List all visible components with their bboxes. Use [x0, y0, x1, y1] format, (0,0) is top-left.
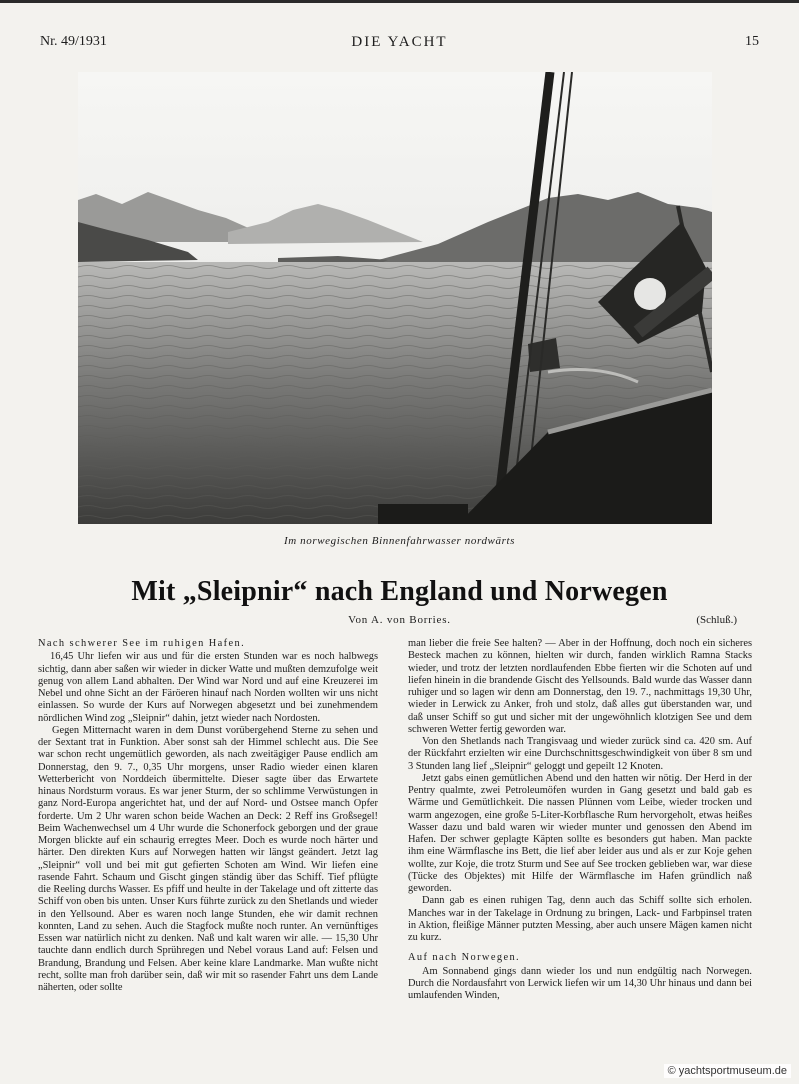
paragraph: Jetzt gabs einen gemütlichen Abend und den hatten wir nötig. Der Herd in der Pentry qualmte, zwei Petroleumöfen wurden in Gang gesetzt und bald gab es Wärme und Gemütlichkeit. Die nassen Plünnen vom Leibe, wieder trocken und warm angezogen, eine große 5-Liter-Korbflasche Rum hervorgeholt, etwas heißes Wasser dazu und bald waren wir wieder munter und genossen den Abend im Hafen. Der schwer geplagte Käpten sollte es besonders gut haben. Man packte ihm eine Wärmflasche ins Bett, die lief aber leider aus und als er zur Koje gehen wollte, zur Koje, die trotz Sturm und See auf See trocken geblieben war, war diese (Tücke des Objektes) mit Hilfe der Wärmflasche im Hafen gründlich naß geworden. [408, 772, 752, 894]
magazine-title: DIE YACHT [351, 34, 448, 50]
column-right [408, 638, 752, 1058]
deck-foreground [378, 504, 468, 524]
photo-caption: Im norwegischen Binnenfahrwasser nordwärts [283, 535, 516, 547]
watermark: © yachtsportmuseum.de [664, 1064, 791, 1078]
issue-number: Nr. 49/1931 [40, 34, 107, 49]
paragraph: Am Sonnabend gings dann wieder los und nun endgültig nach Norwegen. Durch die Nordausfahrt von Lerwick liefen wir um 14,30 Uhr hinaus und dann bei umlaufenden Winden, [408, 965, 752, 1001]
paragraph: 16,45 Uhr liefen wir aus und für die ersten Stunden war es noch halbwegs sichtig, dann aber saßen wir wieder in dicker Watte und mußten demzufolge weit genug von allem Land abhalten. Der Wind war Nord und auf eine Kreuzerei im Nebel und ohne Sicht an der Färöeren hinauf nach Norden wollten wir uns nicht einlassen. So wurde der Kurs auf Norwegen abgesetzt und bei zunehmendem nördlichen Wind zog „Sleipnir“ dahin, jetzt wieder nach Nordosten. [38, 651, 378, 724]
paragraph: Von den Shetlands nach Trangisvaag und wieder zurück sind ca. 420 sm. Auf der Rückfahrt erzielten wir eine Durchschnittsgeschwindigkeit von über 8 sm und 3 Stunden lang lief „Sleipnir“ geloggt und gepeilt 12 Knoten. [408, 736, 752, 772]
section-heading: Auf nach Norwegen. [408, 952, 521, 964]
page-number: 15 [745, 34, 759, 49]
fjord-photo-image [78, 72, 712, 524]
top-edge-rule [0, 0, 799, 3]
article-title: Mit „Sleipnir“ nach England und Norwegen [131, 576, 668, 607]
section-gap [408, 944, 752, 952]
paragraph: Gegen Mitternacht waren in dem Dunst vorübergehend Sterne zu sehen und der Sextant trat in Funktion. Aber sonst sah der Himmel schlecht aus. Die See war schon recht ungemütlich geworden, als nach zweitägiger Pause endlich am Donnerstag, den 9. 7., 0,35 Uhr morgens, unser Radio wieder einen klaren Wetterbericht von Norddeich übermittelte. Dieser sagte über das Erwartete hinaus Nordsturm voraus. Es war jener Sturm, der so schlimme Verwüstungen in ganz Nord-Europa angerichtet hat, und der auf Nord- und Ostsee manch Opfer forderte. Um 2 Uhr waren schon beide Wachen an Deck: 2 Reff ins Großsegel! Beim Wachenwechsel um 4 Uhr wurde die Schonerfock geborgen und der graue Morgen blickte auf ein schaurig erregtes Meer. Doch es wurde noch härter und härter. Den direkten Kurs auf Norwegen hatten wir längst geändert. Jetzt lag „Sleipnir“ voll und bei mit gut gefierten Schoten am Wind. Wir liefen eine rasende Fahrt. Schaum und Gischt gingen ständig über das Schiff. Tief pflügte die Reeling durchs Wasser. Es pfiff und heulte in der Takelage und oft zitterte das Schiff von oben bis unten. Unser Kurs führte zurück zu den Shetlands und wieder in den Yellsound. Aber es waren noch lange Stunden, ehe wir damit rechnen konnten, Land zu sehen. Auch die Stagfock mußte noch runter. An vernünftiges Essen war natürlich nicht zu denken. Naß und kalt waren wir alle. — 15,30 Uhr tauchte dann endlich durch Sprühregen und Nebel voraus Land auf: Felsen und Brandung, Brandung und Felsen. Aber keine klare Landmarke. Man wußte nicht recht, sollte man froh darüber sein, daß wir mit so rasender Fahrt uns dem Lande näherten, oder sollte [38, 724, 378, 993]
article-byline: Von A. von Borries. [348, 614, 451, 626]
continuation-note: (Schluß.) [696, 614, 737, 626]
paragraph: Dann gab es einen ruhigen Tag, denn auch das Schiff sollte sich erholen. Manches war in der Takelage in Ordnung zu bringen, Lack- und Farbpinsel traten in Aktion, fleißige Männer putzten Messing, aber auch unsere Mägen kamen nicht zu kurz. [408, 895, 752, 943]
fjord-photograph [78, 72, 712, 524]
section-heading: Nach schwerer See im ruhigen Hafen. [38, 638, 246, 649]
column-left [38, 638, 378, 1058]
page-header [40, 34, 759, 54]
paragraph: man lieber die freie See halten? — Aber in der Hoffnung, doch noch ein sicheres Besteck machen zu können, hielten wir durch, fanden wirklich Ramna Stacks wieder, und trotz der letzten nordlaufenden Ebbe fierten wir die Schoten auf und liefen hinein in die brandende Gischt des Yellsounds. Bald wurde das Wasser dann ruhiger und so lagen wir denn am Donnerstag, den 19. 7., nachmittags 19,30 Uhr, wieder in Lerwick zu Anker, froh und stolz, daß alles gut überstanden war, und daß unser Schiff so gut und sicher mit der ungewöhnlich klotzigen See und dem schweren Wetter fertig geworden war. [408, 638, 752, 735]
